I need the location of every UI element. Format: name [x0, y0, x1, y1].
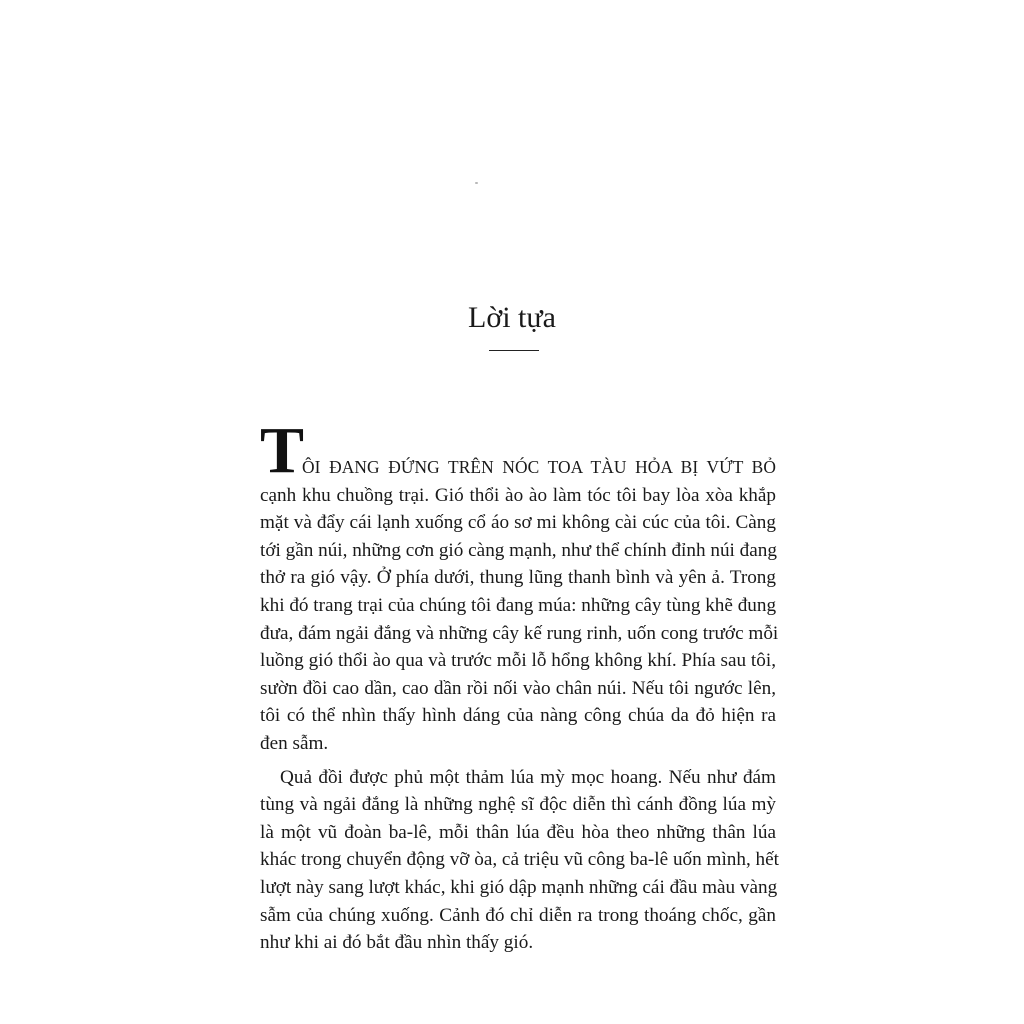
- body-text: [260, 414, 779, 957]
- text-line: đưa, đám ngải đắng và những cây kế rung rinh, uốn cong trước mỗi: [260, 622, 779, 644]
- title-divider: [489, 350, 539, 351]
- opening-line: [260, 414, 776, 487]
- paragraph-1: [260, 414, 779, 758]
- text-line: luồng gió thổi ào qua và trước mỗi lỗ hổng không khí. Phía sau tôi,: [260, 650, 776, 672]
- text-line: đen sẫm.: [260, 732, 329, 754]
- text-line: khi đó trang trại của chúng tôi đang múa: những cây tùng khẽ đung: [260, 594, 777, 616]
- text-line: như khi ai đó bắt đầu nhìn thấy gió.: [260, 932, 534, 954]
- opening-line-text: ÔI ĐANG ĐỨNG TRÊN NÓC TOA TÀU HỎA BỊ VỨT BỎ: [302, 457, 776, 477]
- text-line: tới gần núi, những cơn gió càng mạnh, như thể chính đỉnh núi đang: [260, 539, 777, 561]
- drop-cap: T: [260, 414, 305, 487]
- text-line: cạnh khu chuồng trại. Gió thổi ào ào làm tóc tôi bay lòa xòa khắp: [260, 484, 776, 506]
- text-line: thở ra gió vậy. Ở phía dưới, thung lũng thanh bình và yên ả. Trong: [260, 567, 776, 589]
- text-line: sườn đồi cao dần, cao dần rồi nối vào chân núi. Nếu tôi ngước lên,: [260, 677, 776, 699]
- chapter-title: Lời tựa: [468, 301, 556, 334]
- text-line: là một vũ đoàn ba-lê, mỗi thân lúa đều hòa theo những thân lúa: [260, 821, 776, 843]
- text-line: tùng và ngải đắng là những nghệ sĩ độc diễn thì cánh đồng lúa mỳ: [260, 794, 776, 816]
- text-line: Quả đồi được phủ một thảm lúa mỳ mọc hoang. Nếu như đám: [280, 766, 776, 788]
- text-line: mặt và đẩy cái lạnh xuống cổ áo sơ mi không cài cúc của tôi. Càng: [260, 512, 776, 534]
- text-line: tôi có thể nhìn thấy hình dáng của nàng công chúa da đỏ hiện ra: [260, 705, 776, 727]
- paragraph-2: [260, 764, 779, 957]
- text-line: sẫm của chúng xuống. Cảnh đó chỉ diễn ra trong thoáng chốc, gần: [260, 904, 776, 926]
- text-line: khác trong chuyển động vỡ òa, cả triệu vũ công ba-lê uốn mình, hết: [260, 849, 779, 871]
- text-line: lượt này sang lượt khác, khi gió dập mạnh những cái đầu màu vàng: [260, 876, 778, 898]
- scan-speck: [475, 182, 478, 184]
